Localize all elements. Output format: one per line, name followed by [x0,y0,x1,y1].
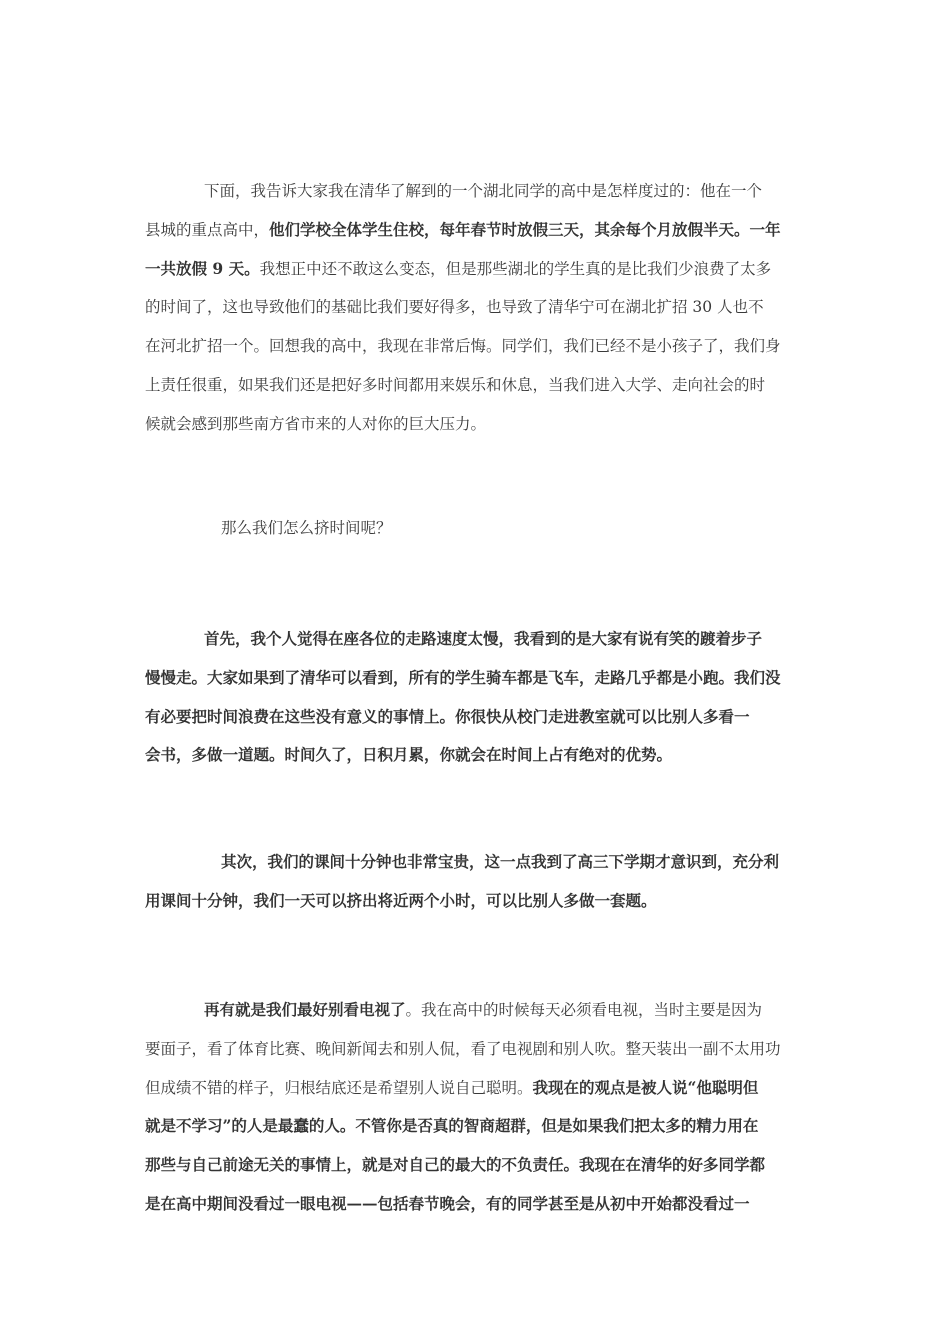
paragraph-line: 首先，我个人觉得在座各位的走路速度太慢，我看到的是大家有说有笑的踱着步子 [204,629,763,648]
paragraph-line: 那些与自己前途无关的事情上，就是对自己的最大的不负责任。我现在在清华的好多同学都 [145,1155,766,1175]
paragraph-line: 下面，我告诉大家我在清华了解到的一个湖北同学的高中是怎样度过的：他在一个 [204,182,763,200]
paragraph-line: 会书，多做一道题。时间久了，日积月累，你就会在时间上占有绝对的优势。 [145,745,673,765]
text-run: 。我在高中的时候每天必须看电视，当时主要是因为 [405,1001,763,1019]
paragraph-line: 是在高中期间没看过一眼电视——包括春节晚会，有的同学甚至是从初中开始都没看过一 [145,1193,750,1213]
text-run: 县城的重点高中， [145,220,270,239]
bold-text-run: 我现在的观点是被人说“他聪明但 [532,1077,759,1097]
paragraph-line: 其次，我们的课间十分钟也非常宝贵，这一点我到了高三下学期才意识到，充分利 [221,852,780,871]
bold-text-run: 再有就是我们最好别看电视了 [204,1000,406,1019]
paragraph-line [145,991,810,1030]
paragraph-line [145,211,810,250]
paragraph-line: 候就会感到那些南方省市来的人对你的巨大压力。 [145,414,487,433]
paragraph-walking-speed [145,620,810,775]
text-run: 但成绩不错的样子，归根结底还是希望别人说自己聪明。 [145,1078,533,1097]
paragraph-line: 要面子，看了体育比赛、晚间新闻去和别人侃，看了电视剧和别人吹。整天装出一副不太用功 [145,1039,781,1058]
paragraph-line: 在河北扩招一个。回想我的高中，我现在非常后悔。同学们，我们已经不是小孩子了，我们身 [145,337,781,356]
paragraph-class-break [145,843,810,921]
text-run: 我想正中还不敢这么变态，但是那些湖北的学生真的是比我们少浪费了太多 [259,259,772,278]
paragraph-question [145,509,810,548]
paragraph-line [145,250,810,289]
paragraph-line: 上责任很重，如果我们还是把好多时间都用来娱乐和休息，当我们进入大学、走向社会的时 [145,375,766,394]
paragraph-line: 的时间了，这也导致他们的基础比我们要好得多，也导致了清华宁可在湖北扩招 30 人也不 [145,298,764,317]
paragraph-line: 有必要把时间浪费在这些没有意义的事情上。你很快从校门走进教室就可以比别人多看一 [145,706,750,726]
bold-text-run: 一共放假 9 天。 [145,258,260,278]
paragraph-line: 就是不学习”的人是最蠢的人。不管你是否真的智商超群，但是如果我们把太多的精力用在 [145,1116,759,1136]
paragraph-line [145,1069,810,1108]
paragraph-line: 慢慢走。大家如果到了清华可以看到，所有的学生骑车都是飞车，走路几乎都是小跑。我们没 [145,667,781,687]
bold-text-run: 他们学校全体学生住校，每年春节时放假三天，其余每个月放假半天。一年 [269,219,781,239]
paragraph-line: 那么我们怎么挤时间呢？ [221,519,392,537]
paragraph-hubei-student [145,172,810,444]
paragraph-television [145,991,810,1224]
paragraph-line: 用课间十分钟，我们一天可以挤出将近两个小时，可以比别人多做一套题。 [145,890,657,910]
